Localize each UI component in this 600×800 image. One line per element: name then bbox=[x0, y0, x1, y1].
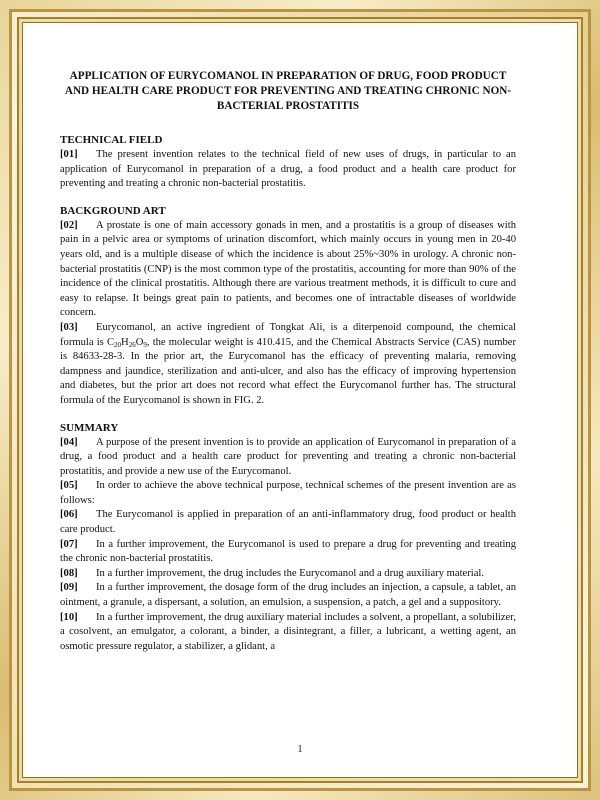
document-title: APPLICATION OF EURYCOMANOL IN PREPARATION OF DRUG, FOOD PRODUCT AND HEALTH CARE PRODUCT FOR PREVENTING AND TREATING CHRONIC NON-BACTERIAL PROSTATITIS bbox=[64, 70, 512, 112]
document-content bbox=[60, 69, 516, 654]
paragraph-text: The present invention relates to the technical field of new uses of drugs, in particular to an application of Eurycomanol in preparation of a drug, a food product and a health care product for preventing and treating a chronic non-bacterial prostatitis. bbox=[60, 149, 516, 190]
paragraph-07 bbox=[60, 538, 516, 567]
paragraph-10 bbox=[60, 611, 516, 655]
paragraph-number: [08] bbox=[60, 567, 78, 579]
paragraph-number: [05] bbox=[60, 480, 78, 492]
paragraph-text: A purpose of the present invention is to provide an application of Eurycomanol in preparation of a drug, a food product and a health care product for preventing and treating a chronic non-bacterial prostatitis, and provide a new use of the Eurycomanol. bbox=[60, 436, 516, 477]
paragraph-number: [03] bbox=[60, 321, 78, 333]
paragraph-number: [01] bbox=[60, 149, 78, 160]
heading-technical-field: TECHNICAL FIELD bbox=[60, 134, 163, 146]
paragraph-02 bbox=[60, 219, 516, 321]
paragraph-06 bbox=[60, 508, 516, 537]
paragraph-number: [10] bbox=[60, 611, 78, 623]
paragraph-text: Eurycomanol, an active ingredient of Tongkat Ali, is a diterpenoid compound, the chemical formula is bbox=[60, 321, 516, 348]
heading-summary: SUMMARY bbox=[60, 421, 119, 434]
heading-background-art: BACKGROUND ART bbox=[60, 204, 166, 217]
paragraph-05 bbox=[60, 479, 516, 508]
page-number: 1 bbox=[297, 744, 303, 755]
chemical-formula: $C_{20}H_{26}O_9$ bbox=[106, 336, 147, 349]
paragraph-number: [09] bbox=[60, 582, 78, 594]
paragraph-number: [02] bbox=[60, 219, 78, 231]
paragraph-number: [04] bbox=[60, 436, 78, 448]
paragraph-01 bbox=[60, 148, 516, 192]
paragraph-text: In a further improvement, the drug auxiliary material includes a solvent, a propellant, a solubilizer, a cosolvent, an emulgator, a colorant, a binder, a disintegrant, a filler, a lubricant, a wetting agent, an osmotic pressure regulator, a stabilizer, a glidant, a bbox=[60, 611, 516, 652]
paragraph-text-continued: , the molecular weight is 410.415, and the Chemical Abstracts Service (CAS) number is 84633-28-3. In the prior art, the Eurycomanol has the efficacy of preventing malaria, removing dampness and jaundice, sterilization and anti-ulcer, and also has the efficacy of improving hypertension and diabetes, but the prior art does not record what effect the Eurycomanol further has. The structural formula of the Eurycomanol is shown in FIG. 2. bbox=[60, 336, 516, 406]
paragraph-text: A prostate is one of main accessory gonads in men, and a prostatitis is a group of diseases with pain in a pelvic area or symptoms of urination discomfort, which mainly occurs in young men in 20-40 years old, and is a multiple disease of which the incidence is about 25%~30% in urology. A chronic non-bacterial prostatitis (CNP) is the most common type of the prostatitis, accounting for more than 90% of the incidence of the clinical prostatitis. Although there are various treatment methods, it is difficult to cure and easy to relapse. It beings great pain to patients, and becomes one of intractable diseases of worldwide concern. bbox=[60, 219, 516, 319]
paragraph-number: [07] bbox=[60, 538, 78, 550]
paragraph-text: The Eurycomanol is applied in preparation of an anti-inflammatory drug, food product or health care product. bbox=[60, 509, 516, 536]
paragraph-text: In a further improvement, the dosage form of the drug includes an injection, a capsule, a tablet, an ointment, a granule, a dispersant, a solution, an emulsion, a suspension, a patch, a gel and a suppository. bbox=[60, 582, 516, 609]
paragraph-03 bbox=[60, 321, 516, 409]
paragraph-text: In a further improvement, the drug includes the Eurycomanol and a drug auxiliary material. bbox=[96, 567, 485, 579]
paragraph-09 bbox=[60, 581, 516, 610]
paragraph-text: In order to achieve the above technical purpose, technical schemes of the present invention are as follows: bbox=[60, 480, 516, 506]
paragraph-04 bbox=[60, 436, 516, 480]
paragraph-text: In a further improvement, the Eurycomanol is used to prepare a drug for preventing and treating the chronic non-bacterial prostatitis. bbox=[60, 538, 516, 565]
paragraph-08 bbox=[60, 567, 516, 582]
paragraph-number: [06] bbox=[60, 509, 78, 521]
